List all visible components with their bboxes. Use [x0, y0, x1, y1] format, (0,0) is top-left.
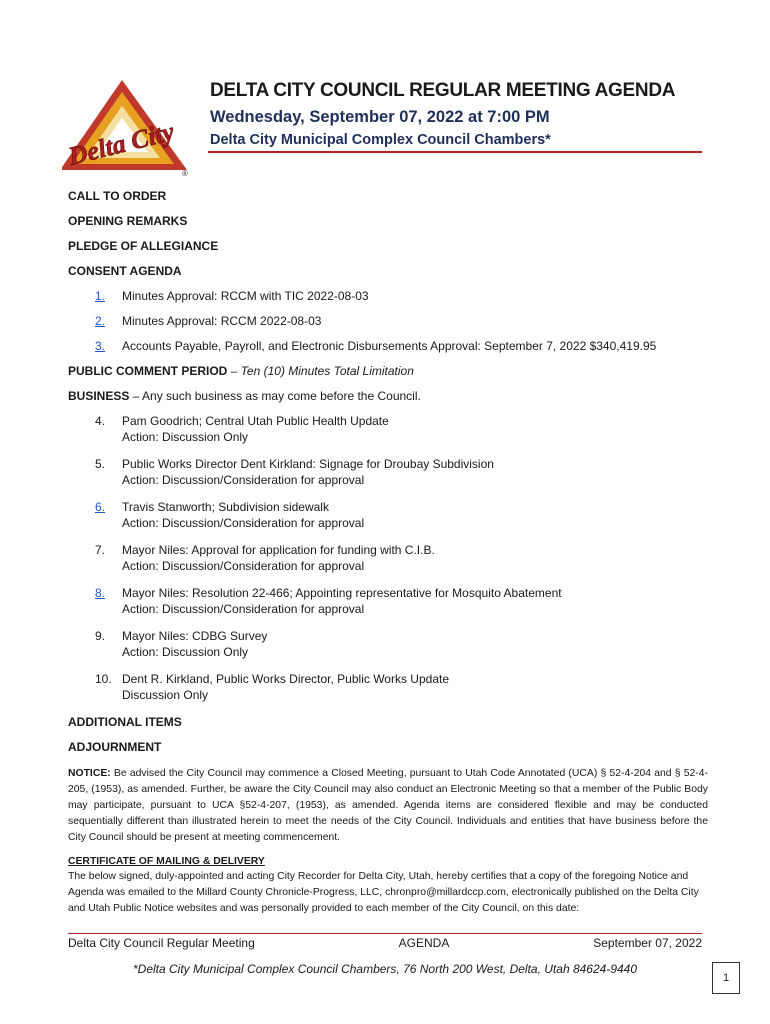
item-number: 5. — [95, 457, 106, 471]
item-title: Mayor Niles: CDBG Survey — [122, 629, 268, 643]
certificate-heading: CERTIFICATE OF MAILING & DELIVERY — [68, 856, 265, 867]
section-call-to-order: CALL TO ORDER — [68, 189, 167, 203]
item-text: Accounts Payable, Payroll, and Electronic Disbursements Approval: September 7, 2022 $340,419.95 — [122, 339, 657, 353]
business-item — [68, 499, 708, 542]
item-action: Action: Discussion/Consideration for approval — [122, 602, 365, 616]
footer-divider — [68, 933, 702, 934]
item-link[interactable]: 8. — [95, 586, 106, 600]
item-link[interactable]: 3. — [95, 339, 106, 353]
meeting-datetime: Wednesday, September 07, 2022 at 7:00 PM — [210, 108, 550, 126]
section-adjournment: ADJOURNMENT — [68, 740, 162, 754]
business-item — [68, 456, 708, 499]
footer-address-note: *Delta City Municipal Complex Council Chambers, 76 North 200 West, Delta, Utah 84624-9440 — [132, 962, 638, 976]
item-action: Action: Discussion Only — [122, 430, 249, 444]
consent-item — [68, 313, 708, 338]
business-item — [68, 413, 708, 456]
item-title: Pam Goodrich; Central Utah Public Health Update — [122, 414, 389, 428]
footer-date: September 07, 2022 — [593, 936, 702, 950]
section-consent-agenda: CONSENT AGENDA — [68, 264, 182, 278]
certificate-text: The below signed, duly-appointed and acting City Recorder for Delta City, Utah, hereby certifies that a copy of the foregoing Notice and Agenda was emailed to the Millard County Chronicle-Progress, LLC, chronpro@millardccp.com, electronically published on the Delta City and Utah Public Notice websites and was personally provided to each member of the City Council, on this date: — [68, 871, 699, 914]
item-title: Public Works Director Dent Kirkland: Signage for Droubay Subdivision — [122, 457, 494, 471]
meeting-location: Delta City Municipal Complex Council Chambers* — [210, 132, 551, 148]
item-title: Mayor Niles: Approval for application for funding with C.I.B. — [122, 543, 435, 557]
agenda-header — [210, 80, 702, 148]
item-link[interactable]: 2. — [95, 314, 106, 328]
public-comment-heading: PUBLIC COMMENT PERIOD — [68, 364, 228, 378]
footer-meeting-name: Delta City Council Regular Meeting — [68, 936, 255, 950]
item-action: Action: Discussion/Consideration for approval — [122, 559, 365, 573]
item-title: Travis Stanworth; Subdivision sidewalk — [122, 500, 329, 514]
item-text: Minutes Approval: RCCM 2022-08-03 — [122, 314, 322, 328]
business-item — [68, 542, 708, 585]
item-link[interactable]: 1. — [95, 289, 106, 303]
item-number: 7. — [95, 543, 106, 557]
item-number: 9. — [95, 629, 106, 643]
consent-item — [68, 338, 708, 363]
agenda-body — [68, 188, 708, 917]
notice-text: Be advised the City Council may commence a Closed Meeting, pursuant to Utah Code Annotated (UCA) § 52-4-204 and § 52-4-205, (1953), as amended. Further, be aware the City Council may also conduct an Electronic Meeting so that a member of the Public Body may participate, pursuant to UCA §52-4-207, (1953), as amended. Agenda items are considered flexible and may be conducted sequentially different than illustrated herein to meet the needs of the City Council. Individuals and entities that have business before the City Council should be present at meeting commencement. — [68, 768, 708, 843]
svg-text:Delta City: Delta City — [65, 116, 177, 171]
item-action: Discussion Only — [122, 688, 209, 702]
section-business — [68, 388, 708, 413]
item-text: Minutes Approval: RCCM with TIC 2022-08-03 — [122, 289, 369, 303]
item-action: Action: Discussion/Consideration for approval — [122, 473, 365, 487]
agenda-title: DELTA CITY COUNCIL REGULAR MEETING AGENDA — [210, 80, 676, 101]
section-additional-items: ADDITIONAL ITEMS — [68, 715, 182, 729]
item-action: Action: Discussion/Consideration for approval — [122, 516, 365, 530]
svg-text:®: ® — [182, 169, 188, 178]
business-item — [68, 628, 708, 671]
item-title: Dent R. Kirkland, Public Works Director, Public Works Update — [122, 672, 450, 686]
item-number: 4. — [95, 414, 106, 428]
section-public-comment — [68, 363, 708, 388]
public-comment-note: – Ten (10) Minutes Total Limitation — [227, 364, 414, 378]
item-number: 10. — [95, 672, 112, 686]
business-item — [68, 585, 708, 628]
section-opening-remarks: OPENING REMARKS — [68, 214, 188, 228]
page-number: 1 — [712, 962, 740, 994]
business-note: – Any such business as may come before the Council. — [129, 389, 421, 403]
page-footer — [68, 936, 702, 950]
footer-doc-type: AGENDA — [398, 936, 450, 950]
item-action: Action: Discussion Only — [122, 645, 249, 659]
delta-city-logo — [62, 78, 196, 178]
section-pledge: PLEDGE OF ALLEGIANCE — [68, 239, 219, 253]
item-link[interactable]: 6. — [95, 500, 106, 514]
consent-item — [68, 288, 708, 313]
notice-label: NOTICE: — [68, 768, 111, 779]
header-divider — [208, 151, 702, 153]
notice-paragraph — [68, 766, 708, 846]
item-title: Mayor Niles: Resolution 22-466; Appointing representative for Mosquito Abatement — [122, 586, 562, 600]
business-item — [68, 671, 708, 714]
business-heading: BUSINESS — [68, 389, 130, 403]
